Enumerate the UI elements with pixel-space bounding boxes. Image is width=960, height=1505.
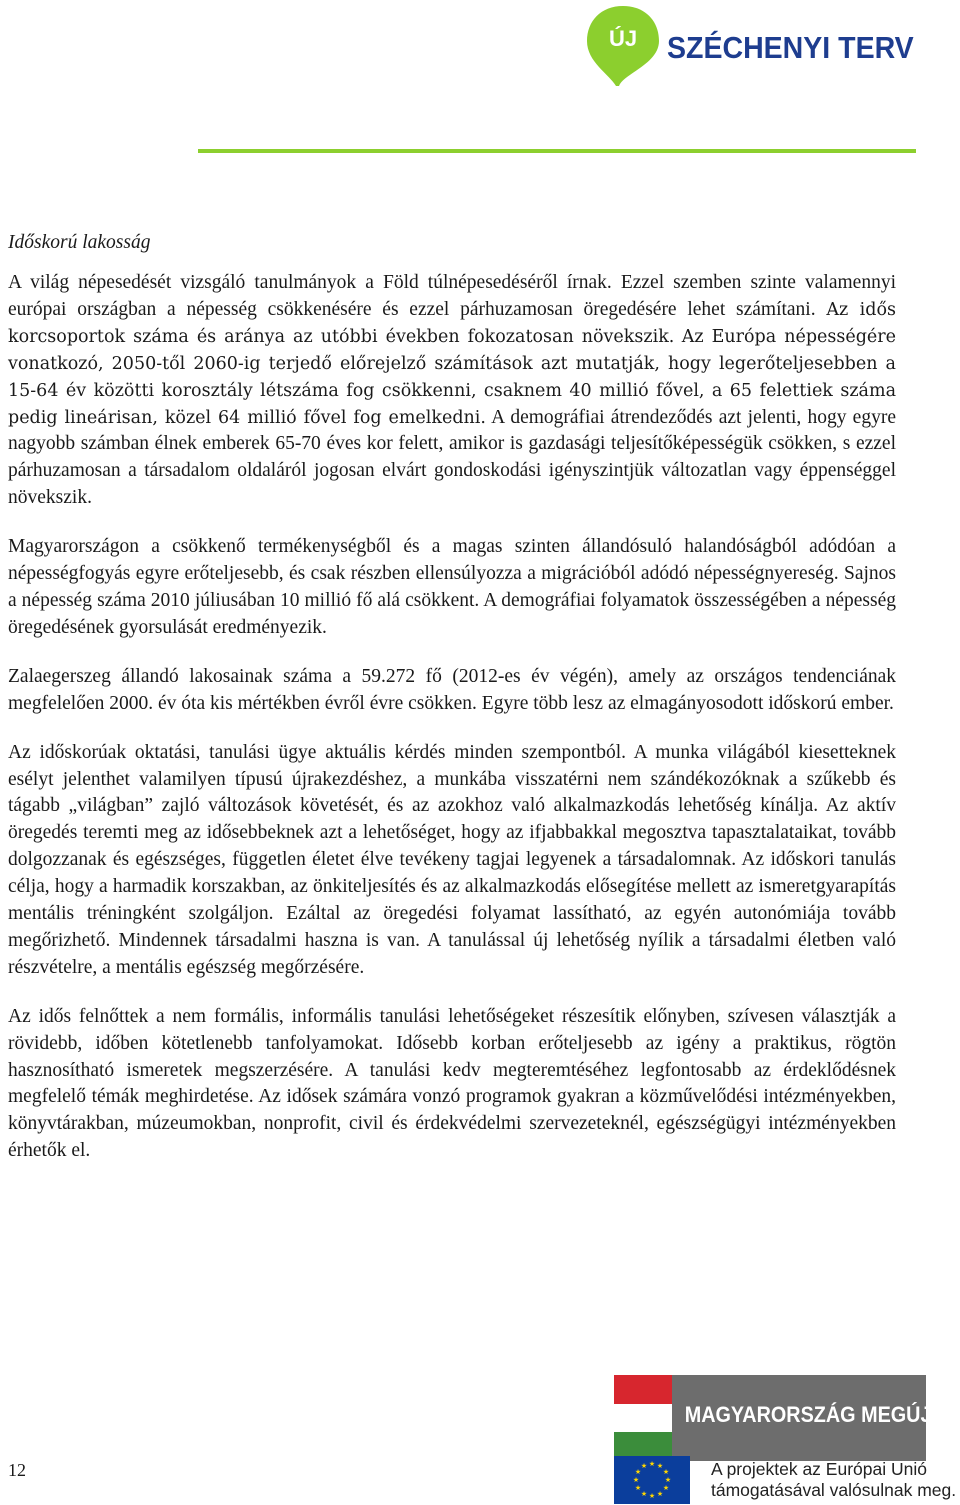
paragraph-1-part-c: A demográfiai átrendeződés azt jelenti, hogy egyre nagyobb számban élnek emberek 65-70 éves kor felett, amikor is gazdasági teljesítőképességük csökken, s ezzel párhuzamosan a társadalom oldaláról jogosan elvárt gondoskodási igényszintjük változatlan vagy éppenséggel növekszik. [8, 406, 896, 509]
svg-text:★: ★ [656, 1462, 664, 1470]
paragraph-1-part-a: Az idős korcsoportok száma és aránya az utóbbi években fokozatosan növekszik. [8, 299, 896, 347]
svg-text:★: ★ [640, 1490, 648, 1498]
svg-text:★: ★ [634, 1484, 642, 1492]
section-title: Időskorú lakosság [8, 232, 151, 253]
eu-support-line-1: A projektek az Európai Unió [711, 1459, 927, 1479]
hu-banner-text: MAGYARORSZÁG MEGÚJUL [684, 1402, 958, 1427]
svg-text:★: ★ [632, 1476, 640, 1484]
paragraph-4: Az időskorúak oktatási, tanulási ügye aktuális kérdés minden szempontból. A munka világából kiesetteknek esélyt jelenthet valamilyen típusú újrakezdéshez, a munkába visszatérni nem szándékozóknak a szűkebb és tágabb „világban” zajló változások követését, és az azokhoz való alkalmazkodás lehetőség kínálja. Az aktív öregedés teremti meg az idősebbeknek azt a lehetőséget, hogy az ifjabbakkal megosztva tapasztalataikat, tovább dolgozzanak és egészséges, független életet élve tevékeny tagjai legyenek a társadalomnak. Az időskori tanulás célja, hogy a harmadik korszakban, az önkiteljesítés és az alkalmazkodás elősegítése mellett az ismeretgyarapítás mentális tréningként szolgáljon. Ezáltal az öregedési folyamat lassítható, az egyén autonómiája tovább megőrizhető. Mindennek társadalmi haszna is van. A tanulással új lehetőség nyílik a társadalmi életben való részvételre, a mentális egészség megőrzésére. [8, 741, 896, 978]
brand-name: SZÉCHENYI TERV [667, 30, 914, 65]
paragraph-1-part-b: Az Európa népességére vonatkozó, 2050-től 2060-ig terjedő előrejelző számítások azt mutatják, hogy legerőteljesebben a 15-64 év közötti korosztály létszáma fog csökkenni, csaknem 40 millió fővel, a 65 felettiek száma pedig lineárisan, közel 64 millió fővel fog emelkedni. [8, 326, 896, 428]
document-body [8, 230, 896, 1187]
svg-text:★: ★ [664, 1476, 672, 1484]
paragraph-1 [8, 270, 896, 512]
svg-text:★: ★ [648, 1460, 656, 1468]
hu-banner [672, 1375, 958, 1461]
svg-text:★: ★ [640, 1462, 648, 1470]
magyarorszag-megujul-logo [614, 1375, 958, 1461]
paragraph-2: Magyarországon a csökkenő termékenységből és a magas szinten állandósuló halandóságból adódóan a népességfogyás egyre erőteljesebb, és csak részben ellensúlyozza a migrációból adódó népességnyereség. Sajnos a népesség száma 2010 júliusában 10 millió fő alá csökkent. A demográfiai folyamatok összességében a népesség öregedésének gyorsulását eredményezik. [8, 536, 896, 638]
paragraph-5: Az idős felnőttek a nem formális, informális tanulási lehetőségeket részesítik előnyben, szívesen választják a rövidebb, időben kötetlenebb tanfolyamokat. Idősebb korban erőteljesebb az igény a praktikus, rögtön hasznosítható ismeretek megszerzésére. A tanulási kedv megteremtéséhez legfontosabb az érdeklődésnek megfelelő témák meghirdetése. Az idősek számára vonzó programok gyakran a közművelődési intézményekben, könyvtárakban, múzeumokban, nonprofit, civil és érdekvédelmi szervezeteknél, egészségügyi intézményekben érhetők el. [8, 1005, 896, 1162]
eu-support-text [711, 1459, 956, 1501]
header-divider [198, 149, 916, 153]
page-number: 12 [8, 1460, 26, 1480]
paragraph-3: Zalaegerszeg állandó lakosainak száma a 59.272 fő (2012-es év végén), amely az országos tendenciának megfelelően 2000. év óta kis mértékben évről évre csökken. Egyre több lesz az elmagányosodott időskorú ember. [8, 665, 896, 714]
eu-support-line-2: támogatásával valósulnak meg. [711, 1480, 957, 1500]
hungarian-flag-icon [614, 1375, 672, 1461]
paragraph-1-intro: A világ népesedését vizsgáló tanulmányok a Föld túlnépesedéséről írnak. Ezzel szemben szinte valamennyi európai országban a népesség csökkenésére és ezzel párhuzamosan öregedésére lehet számítani. [8, 272, 896, 320]
pin-label: ÚJ [608, 26, 638, 51]
szechenyi-terv-logo [583, 4, 923, 86]
eu-flag-icon [614, 1456, 690, 1504]
svg-text:★: ★ [634, 1468, 642, 1476]
svg-text:★: ★ [656, 1490, 664, 1498]
svg-text:★: ★ [662, 1484, 670, 1492]
svg-text:★: ★ [648, 1492, 656, 1500]
svg-text:★: ★ [662, 1468, 670, 1476]
